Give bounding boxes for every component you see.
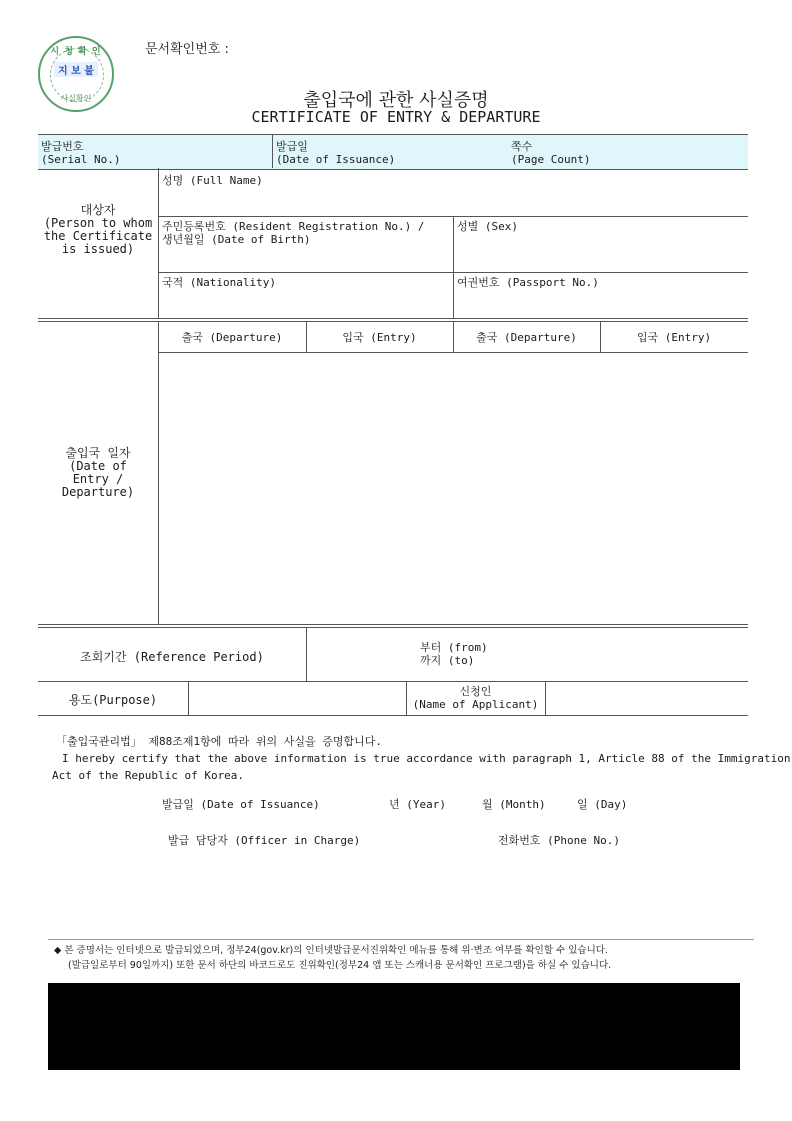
month-label: 월 (Month) bbox=[482, 798, 546, 811]
authenticity-notice-line2: (발급일로부터 90일까지) 또한 문서 하단의 바코드로도 진위확인(정부24 앱 또는 스캐너용 문서확인 프로그램)을 하실 수 있습니다. bbox=[68, 960, 612, 971]
certify-english-line1: I hereby certify that the above information is true accordance with paragraph 1, Article 88 of the Immigration bbox=[62, 752, 791, 765]
year-label: 년 (Year) bbox=[389, 798, 446, 811]
seal-top-text: 시 청 확 인 bbox=[50, 47, 102, 57]
sex-field: 성별 (Sex) bbox=[457, 220, 518, 233]
seal-middle-text: 지 보 불 bbox=[54, 62, 98, 77]
applicant-label: 신청인 (Name of Applicant) bbox=[412, 685, 539, 711]
purpose-label: 용도(Purpose) bbox=[68, 693, 158, 707]
title-english: CERTIFICATE OF ENTRY & DEPARTURE bbox=[251, 108, 541, 126]
authenticity-notice-line1: ◆ 본 증명서는 인터넷으로 발급되었으며, 정부24(gov.kr)의 인터넷발급문서진위확인 메뉴를 통해 위·변조 여부를 확인할 수 있습니다. bbox=[54, 945, 608, 956]
issuance-date-label: 발급일 (Date of Issuance) bbox=[276, 140, 396, 166]
redacted-barcode-area bbox=[48, 983, 740, 1070]
entry-column-1: 입국 (Entry) bbox=[342, 331, 417, 344]
nationality-field: 국적 (Nationality) bbox=[162, 276, 276, 289]
title-korean: 출입국에 관한 사실증명 bbox=[303, 90, 489, 111]
entry-dates-section-label: 출입국 일자 (Date of Entry / Departure) bbox=[61, 446, 135, 499]
officer-label: 발급 담당자 (Officer in Charge) bbox=[168, 834, 361, 847]
reference-period-label: 조회기간 (Reference Period) bbox=[80, 650, 264, 664]
seal-bottom-text: 사실확인 bbox=[60, 94, 92, 103]
document-number-label: 문서확인번호 : bbox=[145, 42, 229, 57]
issue-date-label: 발급일 (Date of Issuance) bbox=[162, 798, 320, 811]
reference-from-to: 부터 (from) 까지 (to) bbox=[420, 641, 488, 667]
certify-english-line2: Act of the Republic of Korea. bbox=[52, 769, 245, 782]
departure-column-1: 출국 (Departure) bbox=[181, 331, 283, 344]
entry-column-2: 입국 (Entry) bbox=[636, 331, 712, 344]
certify-korean: 「출입국관리법」 제88조제1항에 따라 위의 사실을 증명합니다. bbox=[56, 735, 382, 748]
phone-label: 전화번호 (Phone No.) bbox=[498, 834, 620, 847]
page-count-label: 쪽수 (Page Count) bbox=[511, 140, 591, 166]
full-name-field: 성명 (Full Name) bbox=[162, 174, 263, 187]
passport-field: 여권번호 (Passport No.) bbox=[457, 276, 599, 289]
serial-no-label: 발급번호 (Serial No.) bbox=[41, 140, 121, 166]
day-label: 일 (Day) bbox=[577, 798, 628, 811]
departure-column-2: 출국 (Departure) bbox=[476, 331, 577, 344]
person-section-label: 대상자 (Person to whom the Certificate is issued) bbox=[43, 203, 153, 256]
resident-no-field: 주민등록번호 (Resident Registration No.) / 생년월일 (Date of Birth) bbox=[162, 220, 425, 246]
